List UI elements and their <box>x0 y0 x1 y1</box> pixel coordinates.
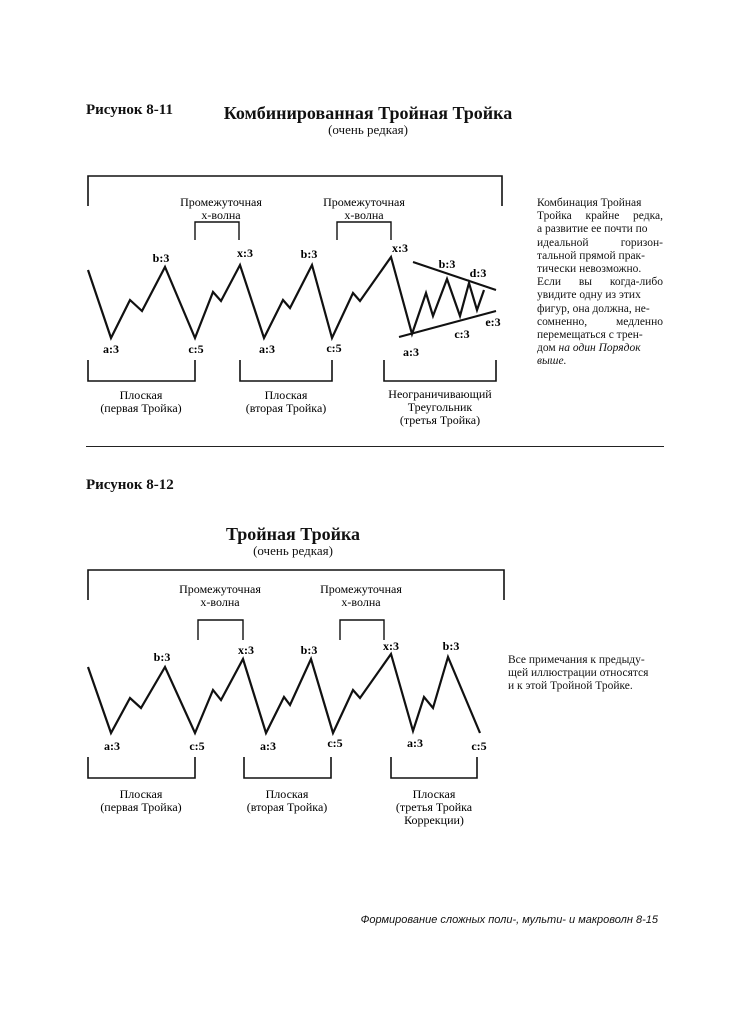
figure-12-title: Тройная Тройка <box>225 524 361 544</box>
x-wave-bracket-1 <box>198 620 243 640</box>
wave-label-b: b:3 <box>300 643 318 657</box>
wave-label-a: a:3 <box>259 342 275 356</box>
section-caption-2a: Плоская <box>264 388 308 402</box>
top-bracket <box>88 570 504 600</box>
note-text: дом <box>537 342 559 355</box>
wave-label-a: a:3 <box>260 739 276 753</box>
triangle-lower-line <box>399 311 496 337</box>
x-wave-caption-2a: Промежуточная <box>323 195 405 209</box>
note-line: Тройка крайне редка, <box>537 210 663 223</box>
wave-label-b: b:3 <box>438 257 456 271</box>
section-caption-3b: Треугольник <box>407 400 473 414</box>
figure-11-note <box>537 197 663 369</box>
x-wave-caption-2b: x-волна <box>341 595 381 609</box>
section-caption-1a: Плоская <box>119 388 163 402</box>
wave-label-a: a:3 <box>104 739 120 753</box>
bottom-bracket-1 <box>88 360 195 381</box>
wave-label-e: e:3 <box>485 315 501 329</box>
note-line: фигур, она должна, не- <box>537 302 650 315</box>
x-wave-caption-1a: Промежуточная <box>179 582 261 596</box>
figure-12-note <box>508 654 662 694</box>
note-line: Если вы когда-либо <box>537 276 663 289</box>
section-caption-2b: (вторая Тройка) <box>246 800 328 814</box>
wave-label-b: b:3 <box>153 650 171 664</box>
section-divider <box>86 446 664 447</box>
note-line: идеальной горизон- <box>537 236 663 249</box>
section-caption-3c: Коррекции) <box>404 813 464 827</box>
x-wave-caption-2a: Промежуточная <box>320 582 402 596</box>
figure-12-subtitle: (очень редкая) <box>253 543 333 558</box>
wave-line <box>88 257 484 338</box>
wave-line <box>88 654 480 733</box>
figure-11-subtitle: (очень редкая) <box>328 122 408 137</box>
figure-12-label: Рисунок 8-12 <box>86 477 174 493</box>
wave-label-x: x:3 <box>238 643 254 657</box>
x-wave-bracket-2 <box>337 222 391 240</box>
note-italic: на один Порядок <box>558 342 641 355</box>
bottom-bracket-3 <box>391 757 477 778</box>
wave-label-x: x:3 <box>392 241 408 255</box>
wave-label-a: a:3 <box>407 736 423 750</box>
wave-label-b: b:3 <box>442 639 460 653</box>
x-wave-bracket-1 <box>195 222 239 240</box>
figure-11-title: Комбинированная Тройная Тройка <box>223 103 513 123</box>
section-caption-3b: (третья Тройка <box>395 800 473 814</box>
wave-label-b: b:3 <box>152 251 170 265</box>
note-line <box>537 355 663 368</box>
wave-label-a: a:3 <box>403 345 419 359</box>
wave-label-c: c:5 <box>327 736 343 750</box>
top-bracket <box>88 176 502 206</box>
bottom-bracket-3 <box>384 360 496 381</box>
section-caption-2b: (вторая Тройка) <box>245 401 327 415</box>
note-line: увидите одну из этих <box>537 289 641 302</box>
wave-label-d: d:3 <box>469 266 487 280</box>
note-line: тальной прямой прак- <box>537 249 645 262</box>
note-line: Все примечания к предыду- <box>508 654 645 666</box>
wave-label-c: c:5 <box>189 739 205 753</box>
note-line: перемещаться с трен- <box>537 329 643 342</box>
wave-label-c: c:5 <box>326 341 342 355</box>
note-italic: выше. <box>537 355 567 368</box>
x-wave-caption-1b: x-волна <box>200 595 240 609</box>
x-wave-caption-1b: x-волна <box>201 208 241 222</box>
x-wave-caption-2b: x-волна <box>344 208 384 222</box>
figure-11-label: Рисунок 8-11 <box>86 102 173 118</box>
section-caption-3c: (третья Тройка) <box>399 413 481 427</box>
note-line: сомненно, медленно <box>537 315 663 328</box>
note-line: и к этой Тройной Тройке. <box>508 680 633 693</box>
section-caption-2a: Плоская <box>265 787 309 801</box>
wave-label-x: x:3 <box>383 639 399 653</box>
section-caption-3a: Плоская <box>412 787 456 801</box>
note-line: а развитие ее почти по <box>537 223 648 236</box>
bottom-bracket-2 <box>240 360 332 381</box>
wave-label-x: x:3 <box>237 246 253 260</box>
page-footer: Формирование сложных поли-, мульти- и макроволн 8-15 <box>360 914 658 926</box>
section-caption-1b: (первая Тройка) <box>100 401 182 415</box>
x-wave-caption-1a: Промежуточная <box>180 195 262 209</box>
wave-label-a: a:3 <box>103 342 119 356</box>
section-caption-1a: Плоская <box>119 787 163 801</box>
section-caption-3a: Неограничивающий <box>388 387 492 401</box>
wave-label-c: c:3 <box>454 327 470 341</box>
section-caption-1b: (первая Тройка) <box>100 800 182 814</box>
wave-label-b: b:3 <box>300 247 318 261</box>
bottom-bracket-1 <box>88 757 195 778</box>
note-line: Комбинация Тройная <box>537 197 642 209</box>
wave-label-c: c:5 <box>471 739 487 753</box>
note-line: щей иллюстрации относятся <box>508 667 649 680</box>
figure-12-diagram <box>0 560 742 840</box>
note-line <box>537 342 663 355</box>
wave-label-c: c:5 <box>188 342 204 356</box>
x-wave-bracket-2 <box>340 620 384 640</box>
bottom-bracket-2 <box>244 757 331 778</box>
note-line: тически невозможно. <box>537 263 642 276</box>
